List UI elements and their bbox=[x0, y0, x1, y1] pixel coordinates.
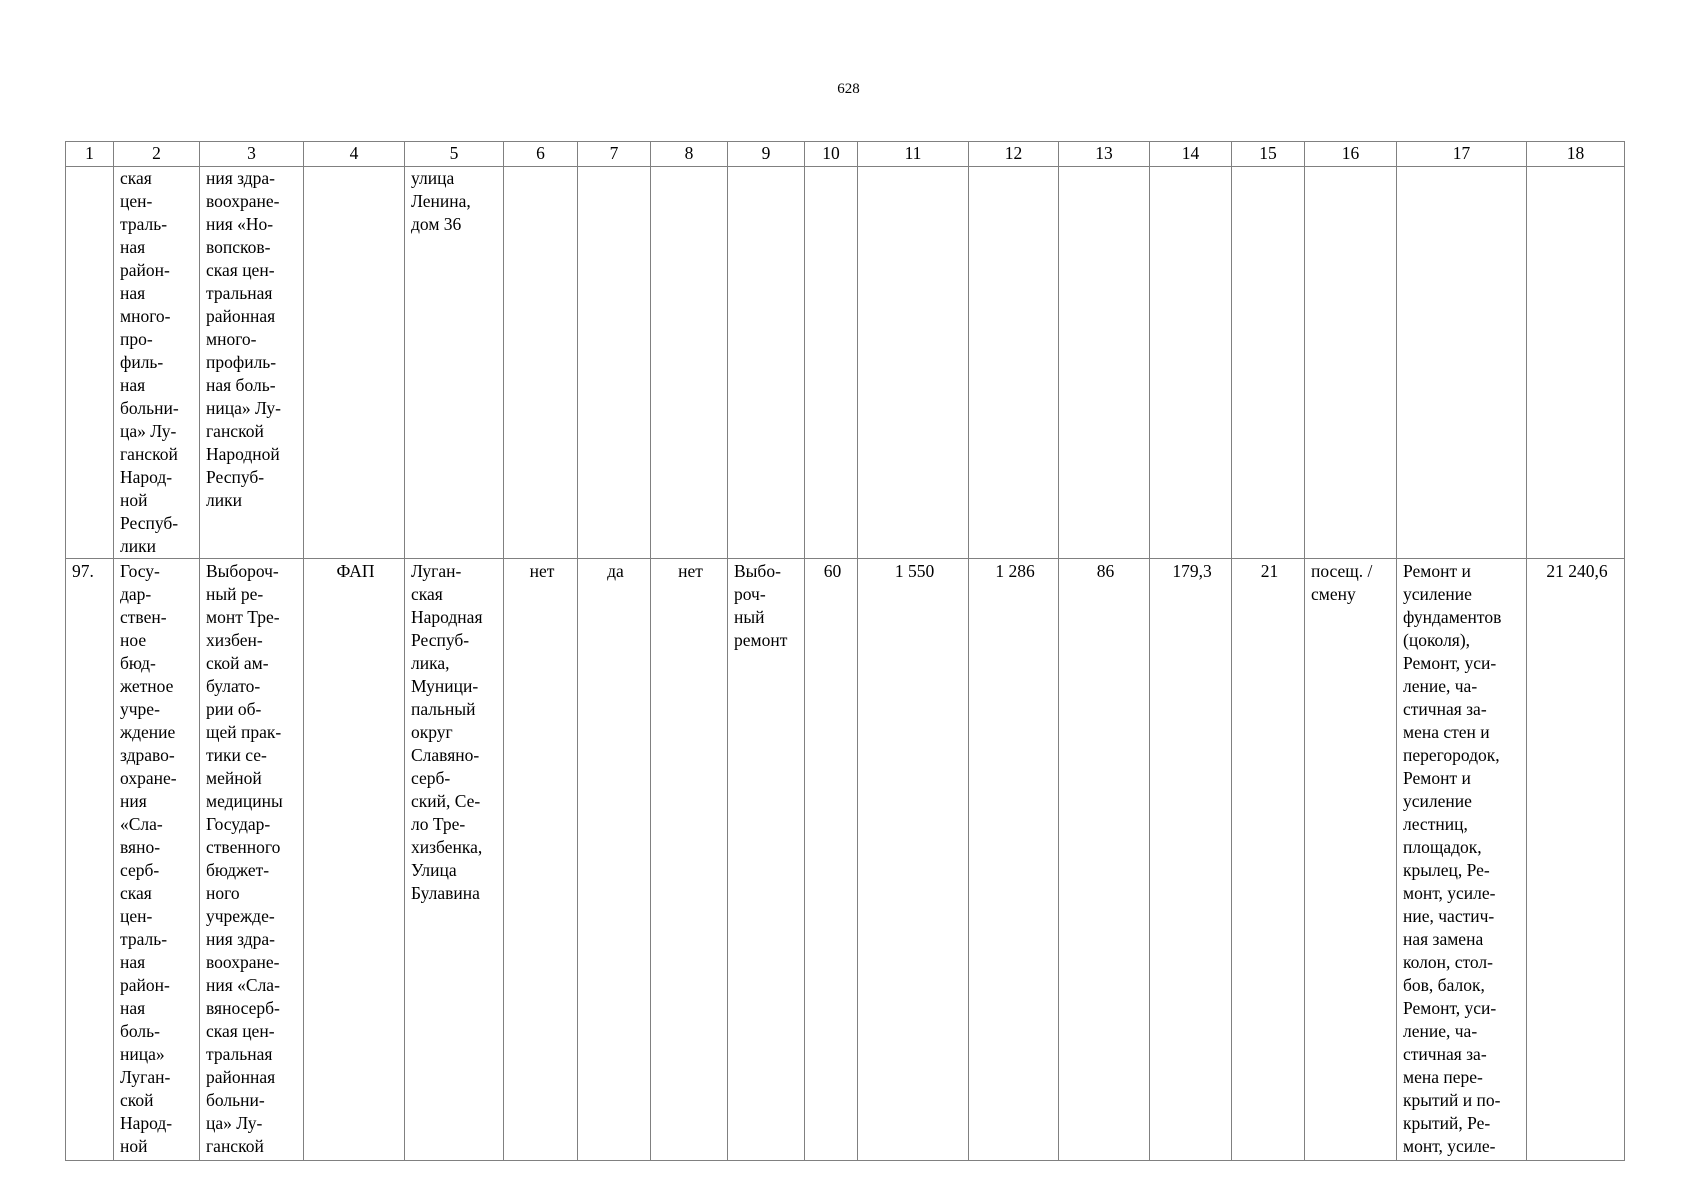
cell-text: ния здра- воохране- ния «Но- вопсков- ская цен- тральная районная много- профиль- ная боль- ница» Лу- ганской Народной Респуб- лики bbox=[206, 168, 281, 510]
cell-text: 60 bbox=[823, 561, 842, 581]
table-cell bbox=[858, 167, 969, 559]
table-cell bbox=[1397, 559, 1527, 1161]
column-header: 1 bbox=[66, 142, 114, 167]
cell-text: да bbox=[607, 561, 624, 581]
table-cell bbox=[1397, 167, 1527, 559]
cell-text: 1 286 bbox=[995, 561, 1035, 581]
table-cell bbox=[1059, 559, 1150, 1161]
column-header: 6 bbox=[504, 142, 578, 167]
table-cell bbox=[304, 167, 405, 559]
table-cell bbox=[1150, 167, 1232, 559]
table-cell bbox=[578, 559, 651, 1161]
column-header: 5 bbox=[405, 142, 504, 167]
table-cell bbox=[66, 167, 114, 559]
table-row bbox=[66, 167, 1625, 559]
cell-text: 179,3 bbox=[1172, 561, 1212, 581]
column-header: 13 bbox=[1059, 142, 1150, 167]
table-cell bbox=[1059, 167, 1150, 559]
column-header: 18 bbox=[1527, 142, 1625, 167]
table-cell bbox=[651, 167, 728, 559]
column-header: 3 bbox=[200, 142, 304, 167]
table-cell bbox=[728, 167, 805, 559]
cell-text: 97. bbox=[72, 561, 94, 581]
column-header: 8 bbox=[651, 142, 728, 167]
table-row bbox=[66, 559, 1625, 1161]
cell-text: Выбо- роч- ный ремонт bbox=[734, 561, 788, 650]
table-cell bbox=[1527, 167, 1625, 559]
table-cell bbox=[1527, 559, 1625, 1161]
table-cell bbox=[858, 559, 969, 1161]
table-cell bbox=[578, 167, 651, 559]
table-cell bbox=[1305, 559, 1397, 1161]
cell-text: нет bbox=[529, 561, 555, 581]
column-header: 2 bbox=[114, 142, 200, 167]
column-header: 15 bbox=[1232, 142, 1305, 167]
column-header: 10 bbox=[805, 142, 858, 167]
cell-text: ская цен- траль- ная район- ная много- про- филь- ная больни- ца» Лу- ганской Народ- ной Респуб- лики bbox=[120, 168, 179, 556]
cell-text: ФАП bbox=[336, 561, 375, 581]
table-cell bbox=[728, 559, 805, 1161]
table-cell bbox=[504, 559, 578, 1161]
table-cell bbox=[805, 167, 858, 559]
cell-text: Луган- ская Народная Респуб- лика, Муници- пальный округ Славяно- серб- ский, Се- ло Тре- хизбенка, Улица Булавина bbox=[411, 561, 483, 903]
table-cell bbox=[200, 559, 304, 1161]
data-table bbox=[65, 141, 1625, 1161]
cell-text: посещ. / смену bbox=[1311, 561, 1373, 604]
table-cell bbox=[304, 559, 405, 1161]
cell-text: улица Ленина, дом 36 bbox=[411, 168, 471, 234]
table-cell bbox=[969, 559, 1059, 1161]
table-cell bbox=[114, 167, 200, 559]
column-header: 17 bbox=[1397, 142, 1527, 167]
column-header: 7 bbox=[578, 142, 651, 167]
cell-text: Выбороч- ный ре- монт Тре- хизбен- ской ам- булато- рии об- щей прак- тики се- мейной медицины Государ- ственного бюджет- ного учрежде- ния здра- воохране- ния «Сла- вяносерб- ская цен- тральная районная больни- ца» Лу- ганской bbox=[206, 561, 283, 1156]
column-header: 14 bbox=[1150, 142, 1232, 167]
table-cell bbox=[504, 167, 578, 559]
page-number: 628 bbox=[837, 81, 860, 97]
cell-text: Госу- дар- ствен- ное бюд- жетное учре- ждение здраво- охране- ния «Сла- вяно- серб- ская цен- траль- ная район- ная боль- ница» Луган- ской Народ- ной bbox=[120, 561, 177, 1156]
table-cell bbox=[405, 559, 504, 1161]
table-cell bbox=[200, 167, 304, 559]
column-header: 9 bbox=[728, 142, 805, 167]
cell-text: 86 bbox=[1096, 561, 1115, 581]
column-header: 4 bbox=[304, 142, 405, 167]
table-cell bbox=[1232, 559, 1305, 1161]
table-cell bbox=[651, 559, 728, 1161]
cell-text: 21 bbox=[1260, 561, 1279, 581]
table-cell bbox=[1305, 167, 1397, 559]
column-number-row bbox=[66, 142, 1625, 167]
table-cell bbox=[1150, 559, 1232, 1161]
column-header: 16 bbox=[1305, 142, 1397, 167]
table-cell bbox=[114, 559, 200, 1161]
cell-text: Ремонт и усиление фундаментов (цоколя), Ремонт, уси- ление, ча- стичная за- мена стен и перегородок, Ремонт и усиление лестниц, площадок, крылец, Ре- монт, усиле- ние, частич- ная замена колон, стол- бов, балок, Ремонт, уси- ление, ча- стичная за- мена пере- крытий и по- крытий, Ре- монт, усиле- bbox=[1403, 561, 1502, 1156]
column-header: 12 bbox=[969, 142, 1059, 167]
cell-text: 1 550 bbox=[894, 561, 935, 581]
table-cell bbox=[66, 559, 114, 1161]
table-cell bbox=[805, 559, 858, 1161]
column-header: 11 bbox=[858, 142, 969, 167]
table-cell bbox=[1232, 167, 1305, 559]
cell-text: нет bbox=[678, 561, 703, 581]
table-cell bbox=[405, 167, 504, 559]
table-cell bbox=[969, 167, 1059, 559]
cell-text: 21 240,6 bbox=[1546, 561, 1608, 581]
